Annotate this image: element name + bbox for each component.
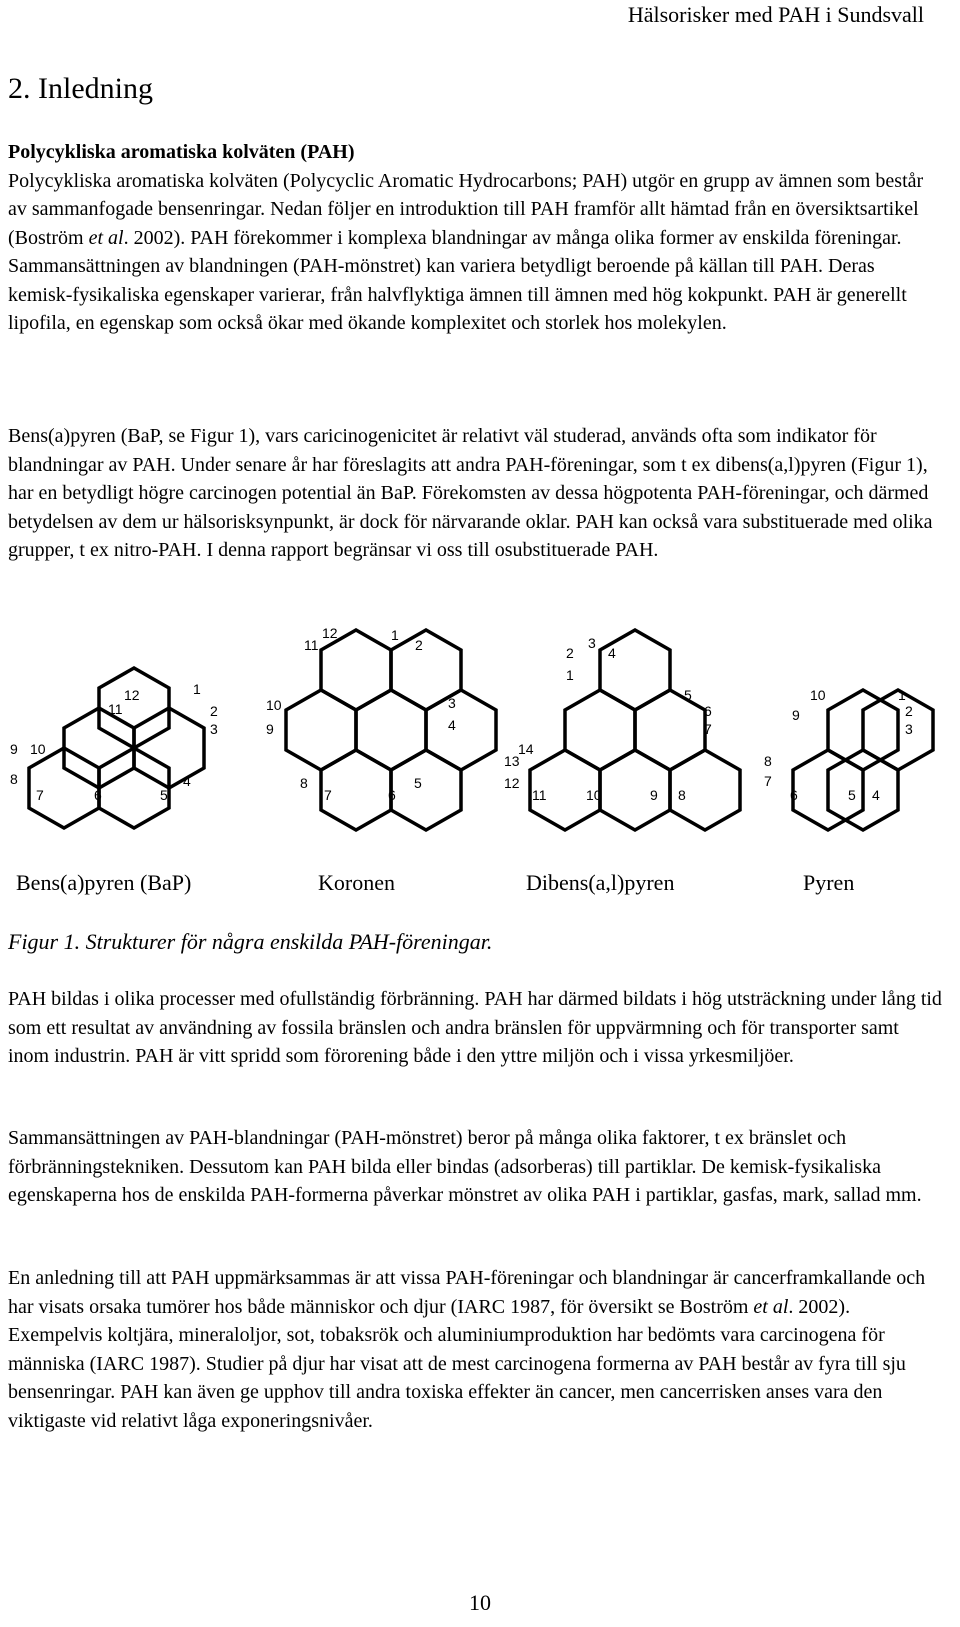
atom-number: 11	[108, 701, 123, 717]
atom-number: 8	[678, 787, 686, 803]
atom-number: 3	[448, 695, 456, 711]
atom-number: 6	[704, 703, 712, 719]
atom-number: 7	[36, 787, 44, 803]
atom-number: 9	[650, 787, 658, 803]
intro-subtitle: Polycykliska aromatiska kolväten (PAH)	[8, 141, 355, 163]
atom-number: 5	[414, 775, 422, 791]
atom-number: 4	[448, 717, 456, 733]
atom-number: 9	[792, 707, 800, 723]
figure-1	[0, 628, 960, 843]
atom-number: 10	[586, 787, 602, 803]
atom-number: 4	[872, 787, 880, 803]
atom-number: 7	[704, 721, 712, 737]
molecule-name-dbp: Dibens(a,l)pyren	[526, 870, 675, 895]
atom-number: 2	[905, 703, 913, 719]
intro-paragraph	[8, 167, 943, 338]
atom-number: 3	[588, 635, 596, 651]
atom-number: 7	[764, 773, 772, 789]
cancer-etal: et al	[753, 1295, 789, 1318]
atom-number: 9	[266, 721, 274, 737]
atom-number: 8	[764, 753, 772, 769]
running-header: Hälsorisker med PAH i Sundsvall	[627, 2, 924, 27]
intro-section	[8, 138, 943, 338]
cancer-text-b: . 2002). Exempelvis koltjära, mineraloljor, sot, tobaksrök och aluminiumproduktion har bedömts vara carcinogena för människa (IARC 1987). Studier på djur har visat att de mest carcinogena formerna av PAH består av fyra till sju bensenringar. PAH kan även ge upphov till andra toxiska effekter än cancer, men cancerrisken anses vara den viktigaste vid relativt låga exponeringsnivåer.	[8, 1295, 906, 1432]
molecule-name-bap: Bens(a)pyren (BaP)	[16, 870, 192, 895]
atom-number: 3	[905, 721, 913, 737]
section-title: 2. Inledning	[8, 72, 153, 105]
atom-number: 2	[210, 703, 218, 719]
atom-number: 6	[790, 787, 798, 803]
atom-number: 8	[10, 771, 18, 787]
figure-caption: Figur 1. Strukturer för några enskilda PAH-föreningar.	[8, 929, 493, 954]
atom-number: 10	[266, 697, 282, 713]
pattern-paragraph	[8, 1124, 943, 1210]
molecule-name-coronene: Koronen	[318, 870, 395, 895]
intro-text-b: . 2002). PAH förekommer i komplexa blandningar av många olika former av enskilda föreningar. Sammansättningen av blandningen (PAH-mönstret) kan variera betydligt beroende på källan till PAH. Deras kemisk-fysikaliska egenskaper varierar, från halvflyktiga ämnen till ämnen med hög kokpunkt. PAH är generellt lipofila, en egenskap som också ökar med ökande komplexitet och storlek hos molekylen.	[8, 226, 907, 334]
molecule-name-pyrene: Pyren	[803, 870, 855, 895]
atom-number: 10	[30, 741, 46, 757]
atom-number: 1	[193, 681, 201, 697]
atom-number: 1	[391, 628, 399, 643]
benzo-a-pyrene-structure	[29, 668, 204, 828]
pattern-text: Sammansättningen av PAH-blandningar (PAH-mönstret) beror på många olika faktorer, t ex bränslet och förbränningstekniken. Dessutom kan PAH bilda eller bindas (adsorberas) till partiklar. De kemisk-fysikaliska egenskaperna hos de enskilda PAH-formerna påverkar mönstret av olika PAH i partiklar, gasfas, mark, sallad mm.	[8, 1127, 922, 1206]
atom-number: 5	[684, 687, 692, 703]
cancer-text-a: En anledning till att PAH uppmärksammas är att vissa PAH-föreningar och blandningar är cancerframkallande och har visats orsaka tumörer hos både människor och djur (IARC 1987, för översikt se Boström	[8, 1267, 926, 1318]
atom-number: 6	[388, 787, 396, 803]
atom-number: 5	[848, 787, 856, 803]
atom-number: 1	[566, 667, 574, 683]
sources-text: PAH bildas i olika processer med ofullständig förbränning. PAH har därmed bildats i hög utsträckning under lång tid som ett resultat av användning av fossila bränslen och andra bränslen för uppvärmning och för transporter samt inom industrin. PAH är vitt spridd som förorening både i den yttre miljön och i vissa yrkesmiljöer.	[8, 988, 942, 1067]
atom-number: 2	[566, 645, 574, 661]
cancer-text	[8, 1264, 943, 1435]
bap-paragraph	[8, 422, 943, 565]
atom-number: 11	[532, 787, 547, 803]
atom-number: 3	[210, 721, 218, 737]
atom-number: 13	[504, 753, 520, 769]
atom-number: 4	[183, 773, 191, 789]
bap-text: Bens(a)pyren (BaP, se Figur 1), vars caricinogenicitet är relativt väl studerad, används ofta som indikator för blandningar av PAH. Under senare år har föreslagits att andra PAH-föreningar, som t ex dibens(a,l)pyren (Figur 1), har en betydligt högre carcinogen potential än BaP. Förekomsten av dessa högpotenta PAH-föreningar, och därmed betydelsen av dem ur hälsorisksynpunkt, är dock för närvarande oklar. PAH kan också vara substituerade med olika grupper, t ex nitro-PAH. I denna rapport begränsar vi oss till osubstituerade PAH.	[8, 425, 933, 561]
atom-number: 8	[300, 775, 308, 791]
atom-number: 4	[608, 645, 616, 661]
atom-number: 2	[415, 637, 423, 653]
atom-number: 5	[160, 787, 168, 803]
sources-paragraph	[8, 985, 943, 1071]
intro-etal: et al	[88, 226, 124, 249]
cor-ring-bottom-right	[391, 750, 461, 830]
intro-text-a: Polycykliska aromatiska kolväten (Polycyclic Aromatic Hydrocarbons; PAH) utgör en grupp av ämnen som består av sammanfogade bensenringar. Nedan följer en introduktion till PAH framför allt hämtad från en översiktsartikel (Boström	[8, 169, 924, 249]
atom-number: 12	[124, 687, 140, 703]
pah-structures	[0, 628, 960, 843]
atom-number: 14	[518, 741, 534, 757]
atom-number: 12	[504, 775, 520, 791]
atom-number: 12	[322, 628, 338, 641]
atom-number: 7	[324, 787, 332, 803]
atom-number: 11	[304, 637, 319, 653]
cancer-paragraph	[8, 1264, 943, 1435]
atom-number: 1	[898, 687, 906, 703]
atom-number: 10	[810, 687, 826, 703]
page-number: 10	[469, 1590, 491, 1615]
atom-number: 6	[94, 787, 102, 803]
atom-number: 9	[10, 741, 18, 757]
cor-ring-left	[286, 690, 356, 770]
